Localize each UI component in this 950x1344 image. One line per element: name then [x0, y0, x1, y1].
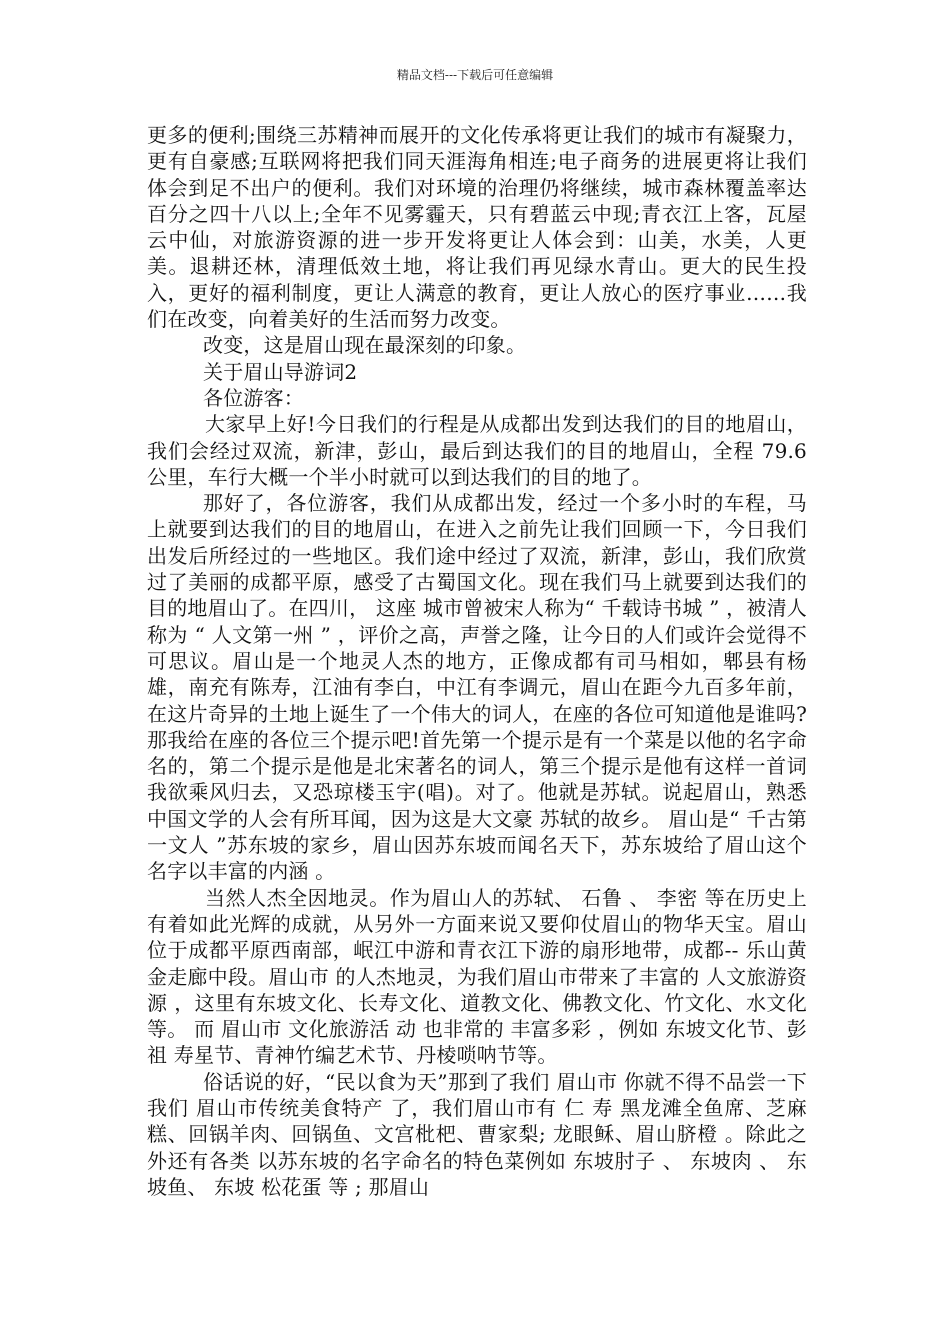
- paragraph: 更多的便利;围绕三苏精神而展开的文化传承将更让我们的城市有凝聚力，更有自豪感;互联网将把我们同天涯海角相连;电子商务的进展更将让我们体会到足不出户的便利。我们对环境的治理仍将继续，城市森林覆盖率达百分之四十八以上;全年不见雾霾天，只有碧蓝云中现;青衣江上客，瓦屋云中仙，对旅游资源的进一步开发将更让人体会到：山美，水美，人更美。退耕还林，清理低效土地，将让我们再见绿水青山。更大的民生投入，更好的福利制度，更让人满意的教育，更让人放心的医疗事业……我们在改变，向着美好的生活而努力改变。: [147, 123, 807, 332]
- section-title: 关于眉山导游词2: [203, 359, 358, 384]
- salutation: 各位游客：: [203, 385, 304, 410]
- paragraph: 俗话说的好，“民以食为天”那到了我们 眉山市 你就不得不品尝一下我们 眉山市传统美食特产 了，我们眉山市有 仁 寿 黑龙滩全鱼席、芝麻糕、回锅羊肉、回锅鱼、文宫枇杷、曹家梨; 龙眼稣、眉山脐橙 。除此之外还有各类 以苏东坡的名字命名的特色菜例如 东坡肘子 、 东坡肉 、 东坡鱼、 东坡 松花蛋 等 ; 那眉山: [147, 1069, 807, 1199]
- page-header: 精品文档---下载后可任意编辑: [396, 68, 554, 82]
- paragraph: 改变，这是眉山现在最深刻的印象。: [203, 333, 527, 358]
- paragraph: 那好了，各位游客，我们从成都出发，经过一个多小时的车程，马上就要到达我们的目的地眉山，在进入之前先让我们回顾一下，今日我们出发后所经过的一些地区。我们途中经过了双流，新津，彭山，我们欣赏过了美丽的成都平原，感受了古蜀国文化。现在我们马上就要到达我们的目的地眉山了。在四川， 这座 城市曾被宋人称为“ 千载诗书城 ” ，被清人称为 “ 人文第一州 ” ，评价之高，声誉之隆，让今日的人们或许会觉得不可思议。眉山是一个地灵人杰的地方，正像成都有司马相如，郫县有杨雄，南充有陈寿，江油有李白，中江有李调元，眉山在距今九百多年前，在这片奇异的土地上诞生了一个伟大的词人，在座的各位可知道他是谁吗?那我给在座的各位三个提示吧!首先第一个提示是有一个菜是以他的名字命名的，第二个提示是他是北宋著名的词人，第三个提示是他有这样一首词我欲乘风归去，又恐琼楼玉宇(唱)。对了。他就是苏轼。说起眉山，熟悉中国文学的人会有所耳闻，因为这是大文豪 苏轼的故乡。 眉山是“ 千古第一文人 ”苏东坡的家乡，眉山因苏东坡而闻名天下，苏东坡给了眉山这个名字以丰富的内涵 。: [147, 491, 807, 884]
- paragraph: 大家早上好!今日我们的行程是从成都出发到达我们的目的地眉山，我们会经过双流，新津，彭山，最后到达我们的目的地眉山，全程 79.6 公里，车行大概一个半小时就可以到达我们的目的地了。: [147, 412, 807, 489]
- document-body: [147, 122, 807, 1200]
- paragraph: 当然人杰全因地灵。作为眉山人的苏轼、 石鲁 、 李密 等在历史上有着如此光辉的成就，从另外一方面来说又要仰仗眉山的物华天宝。眉山位于成都平原西南部，岷江中游和青衣江下游的扇形地带，成都-- 乐山黄金走廊中段。眉山市 的人杰地灵，为我们眉山市带来了丰富的 人文旅游资源 ，这里有东坡文化、长寿文化、道教文化、佛教文化、竹文化、水文化等。 而 眉山市 文化旅游活 动 也非常的 丰富多彩 ，例如 东坡文化节、彭祖 寿星节、青神竹编艺术节、丹棱唢呐节等。: [147, 885, 807, 1068]
